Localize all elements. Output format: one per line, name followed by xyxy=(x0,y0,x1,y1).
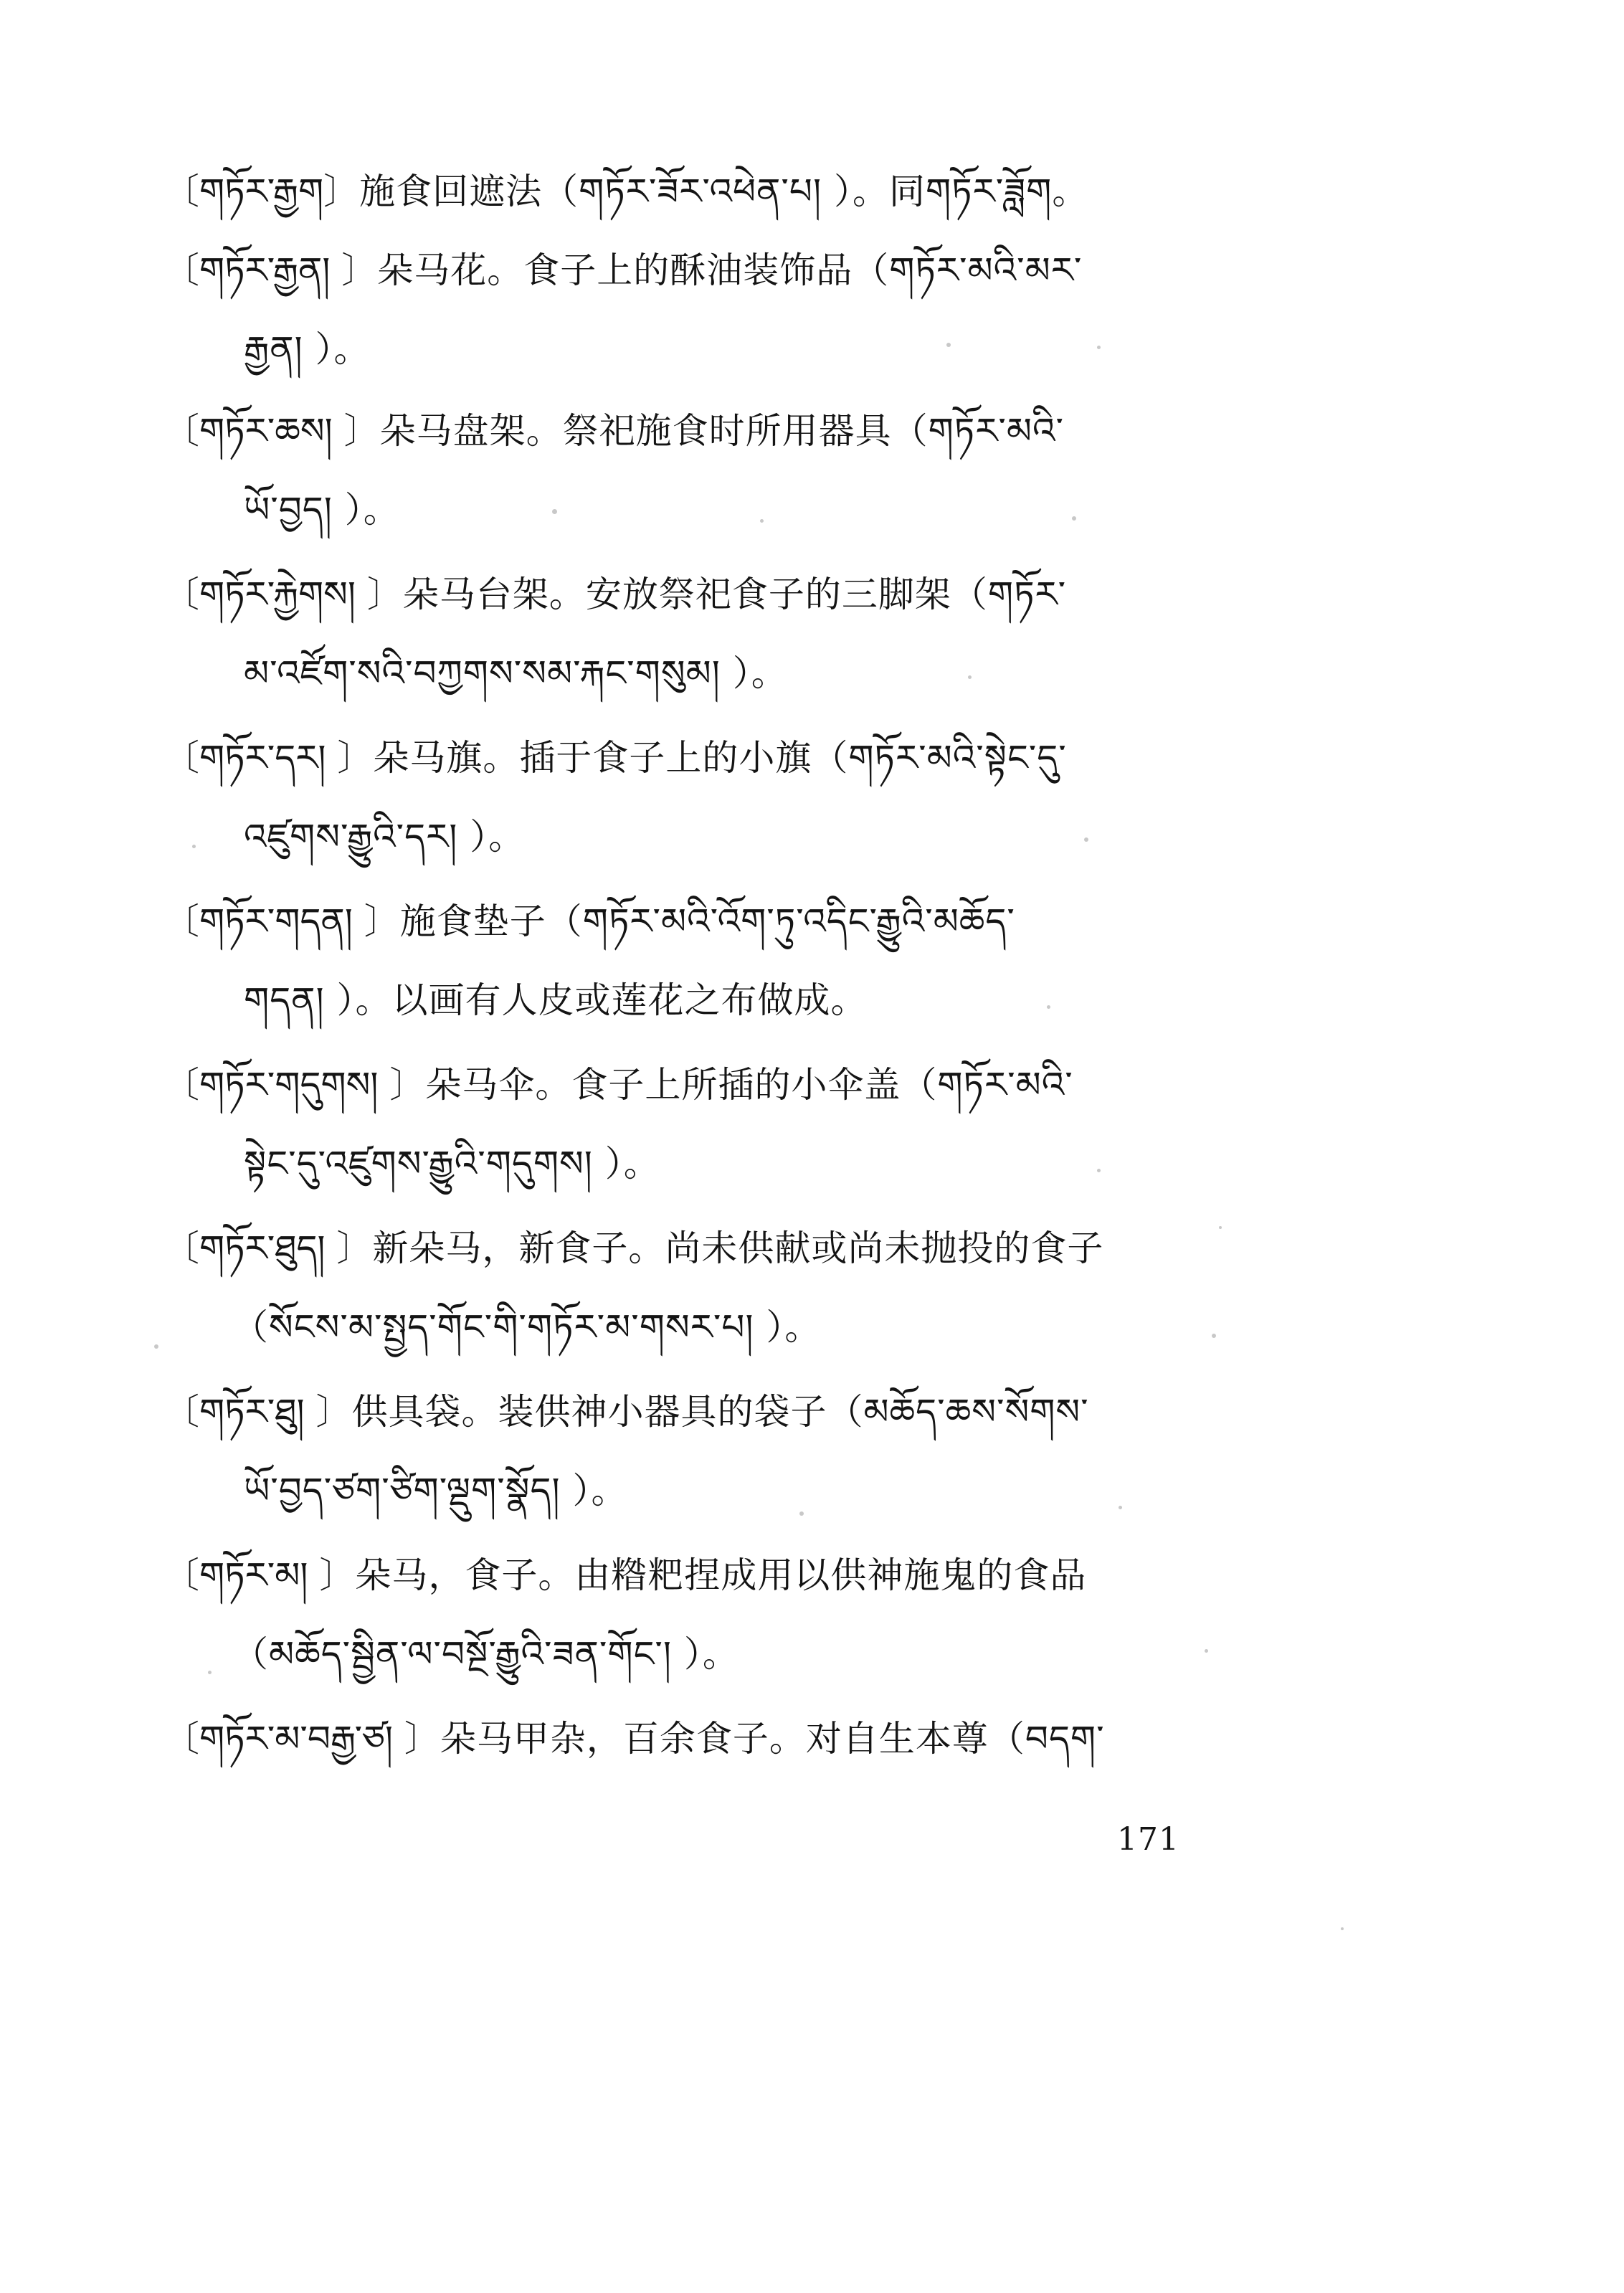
entry-headword: 〔གཏོར་དར། 〕 xyxy=(163,737,374,779)
scan-speck xyxy=(1119,1506,1122,1509)
entry-definition: 朵马，食子。由糌粑捏成用以供神施鬼的食品 xyxy=(355,1554,1087,1596)
dictionary-entry xyxy=(163,718,1253,876)
entry-continuation: མ་འཛོག་སའི་བཀྱགས་སམ་རྐང་གསུམ། ）。 xyxy=(244,652,788,694)
dictionary-entry xyxy=(163,1045,1253,1203)
scan-speck xyxy=(1047,1005,1050,1009)
entry-headword: 〔གཏོར་མ། 〕 xyxy=(163,1554,356,1596)
scan-speck xyxy=(552,509,557,514)
entry-definition: 朵马旗。插于食子上的小旗（གཏོར་མའི་སྟེང་དུ་ xyxy=(373,737,1067,779)
entry-definition: 朵马盘架。祭祀施食时所用器具（གཏོར་མའི་ xyxy=(379,410,1064,452)
scan-speck xyxy=(1072,516,1076,521)
entry-headword: 〔གཏོར་ཐུ། 〕 xyxy=(163,1391,352,1433)
entry-continuation: （མཆོད་སྦྱིན་ལ་བསྔོ་རྒྱུའི་ཟན་གོང་། ）。 xyxy=(232,1633,739,1675)
scan-speck xyxy=(154,1344,158,1349)
scan-speck xyxy=(799,1511,804,1516)
page-number: 171 xyxy=(1117,1821,1179,1858)
scan-speck xyxy=(1097,1169,1101,1172)
entry-headword: 〔གཏོར་གདུགས། 〕 xyxy=(163,1064,426,1106)
entry-definition: 朵马甲杂，百余食子。对自生本尊（བདག་ xyxy=(440,1718,1105,1760)
scan-speck xyxy=(1097,346,1101,349)
dictionary-entry xyxy=(163,152,1253,231)
dictionary-entry xyxy=(163,391,1253,549)
entry-headword: 〔གཏོར་རྒྱན། 〕 xyxy=(163,250,378,291)
entry-definition: 施食垫子（གཏོར་མའི་འོག་ཏུ་འདིང་རྒྱུའི་མཆོད་ xyxy=(399,901,1015,942)
scan-speck xyxy=(208,1671,212,1674)
entry-definition: 朵马台架。安放祭祀食子的三脚架（གཏོར་ xyxy=(402,574,1067,615)
entry-definition: 新朵马，新食子。尚未供献或尚未抛投的食子 xyxy=(372,1228,1104,1269)
entry-continuation: གདན། ）。以画有人皮或莲花之布做成。 xyxy=(244,979,868,1021)
entry-continuation: སྟེང་དུ་འཛུགས་རྒྱུའི་གདུགས། ）。 xyxy=(244,1143,660,1185)
entry-continuation: ཡོ་བྱད། ）。 xyxy=(244,489,400,531)
dictionary-entry xyxy=(163,1372,1253,1530)
entry-headword: 〔གཏོར་རྒྱག〕 xyxy=(163,171,360,212)
entry-definition: 施食回遮法（གཏོར་ཟོར་འཕེན་པ། ）。同གཏོར་ཟློག。 xyxy=(359,171,1089,212)
scan-speck xyxy=(968,675,972,679)
scan-speck xyxy=(1219,1226,1222,1229)
entry-headword: 〔གཏོར་ཆས། 〕 xyxy=(163,410,380,452)
entry-definition: 朵马伞。食子上所插的小伞盖（གཏོར་མའི་ xyxy=(425,1064,1073,1106)
entry-continuation: ཡོ་བྱད་ཙག་ཙིག་ལྡུག་སྣོད། ）。 xyxy=(244,1470,628,1511)
entry-definition: 朵马花。食子上的酥油装饰品（གཏོར་མའི་མར་ xyxy=(377,250,1083,291)
entry-continuation: （སོངས་མ་སྤྱད་གོང་གི་གཏོར་མ་གསར་པ། ）。 xyxy=(232,1306,822,1348)
dictionary-entry xyxy=(163,1536,1253,1694)
dictionary-entry xyxy=(163,1699,1253,1778)
scan-speck xyxy=(1212,1334,1216,1338)
scan-speck xyxy=(1205,1649,1208,1653)
dictionary-entry xyxy=(163,1209,1253,1367)
scan-speck xyxy=(1084,837,1088,842)
dictionary-entry xyxy=(163,882,1253,1040)
entry-continuation: འཛུགས་རྒྱུའི་དར། ）。 xyxy=(244,816,526,858)
scan-speck xyxy=(192,845,196,848)
entry-definition: 供具袋。装供神小器具的袋子（མཆོད་ཆས་སོགས་ xyxy=(351,1391,1089,1433)
entry-continuation: རྒྱན། ）。 xyxy=(244,328,371,370)
scan-speck xyxy=(1341,1927,1344,1930)
scan-speck xyxy=(946,343,951,347)
dictionary-entry xyxy=(163,555,1253,713)
entry-headword: 〔གཏོར་མ་བརྒྱ་ཙ། 〕 xyxy=(163,1718,440,1760)
dictionary-entry xyxy=(163,231,1253,389)
entry-headword: 〔གཏོར་གདན། 〕 xyxy=(163,901,400,942)
scan-speck xyxy=(760,519,764,523)
entry-headword: 〔གཏོར་རྐྱེགས། 〕 xyxy=(163,574,403,615)
entry-headword: 〔གཏོར་ཐུད། 〕 xyxy=(163,1228,373,1269)
